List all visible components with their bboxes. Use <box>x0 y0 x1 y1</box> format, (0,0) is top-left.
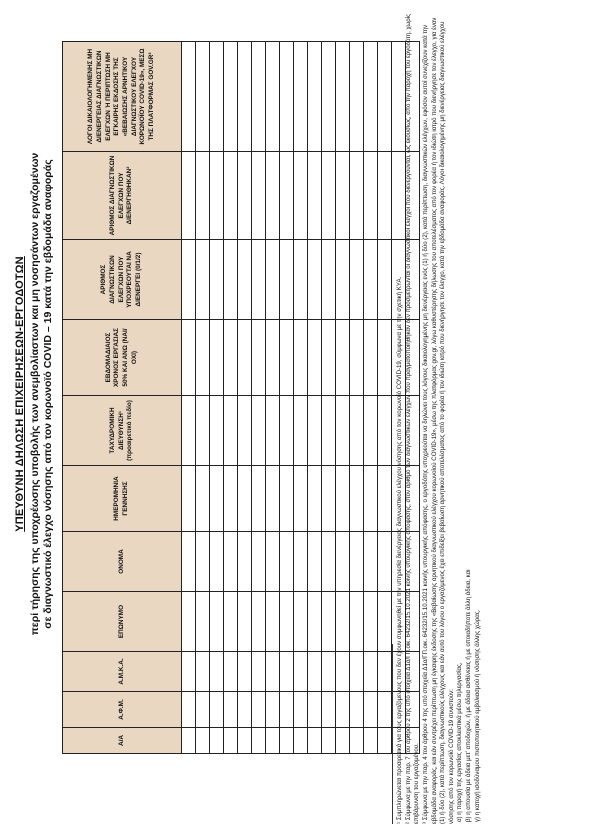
table-cell[interactable] <box>196 42 210 152</box>
table-cell[interactable] <box>308 152 322 240</box>
table-cell[interactable] <box>224 240 238 320</box>
table-cell[interactable] <box>210 240 224 320</box>
table-cell[interactable] <box>224 152 238 240</box>
table-row <box>280 42 294 754</box>
table-row <box>378 42 392 754</box>
table-cell[interactable] <box>252 466 266 532</box>
footnote-item-c: γ) η κατοχή ισοδύναμου πιστοποιητικού εμβολιασμού ή νόσησης άλλης χώρας. <box>473 609 481 822</box>
table-cell[interactable] <box>364 152 378 240</box>
table-cell[interactable] <box>266 728 280 754</box>
table-cell[interactable] <box>308 532 322 592</box>
table-cell[interactable] <box>210 728 224 754</box>
table-cell[interactable] <box>280 152 294 240</box>
table-cell[interactable] <box>252 152 266 240</box>
table-cell[interactable] <box>280 396 294 466</box>
col-header-name: ΟΝΟΜΑ <box>63 532 182 592</box>
table-cell[interactable] <box>350 42 364 152</box>
table-cell[interactable] <box>336 592 350 652</box>
table-cell[interactable] <box>224 466 238 532</box>
table-cell[interactable] <box>210 592 224 652</box>
table-cell[interactable] <box>238 42 252 152</box>
col-header-tests-done: ΑΡΙΘΜΟΣ ΔΙΑΓΝΩΣΤΙΚΩΝ ΕΛΕΓΧΩΝ ΠΟΥ ΔΙΕΝΕΡΓΗΘΗΚΑΝ² <box>63 152 182 240</box>
table-cell[interactable] <box>210 692 224 728</box>
table-cell[interactable] <box>294 42 308 152</box>
table-cell[interactable] <box>294 728 308 754</box>
col-header-required-tests: ΑΡΙΘΜΟΣ ΔΙΑΓΝΩΣΤΙΚΩΝ ΕΛΕΓΧΩΝ ΠΟΥ ΥΠΟΧΡΕΟΥΤΑΙ ΝΑ ΔΙΕΝΕΡΓΕΙ (0/1/2) <box>63 240 182 320</box>
table-row <box>350 42 364 754</box>
table-cell[interactable] <box>308 396 322 466</box>
table-cell[interactable] <box>224 320 238 396</box>
table-cell[interactable] <box>294 320 308 396</box>
table-cell[interactable] <box>336 728 350 754</box>
table-cell[interactable] <box>196 652 210 692</box>
table-cell[interactable] <box>266 532 280 592</box>
table-cell[interactable] <box>238 652 252 692</box>
table-cell[interactable] <box>252 42 266 152</box>
table-cell[interactable] <box>322 728 336 754</box>
table-cell[interactable] <box>238 728 252 754</box>
table-cell[interactable] <box>364 396 378 466</box>
table-row <box>238 42 252 754</box>
form-subtitle-line2: σε διαγνωστικό έλεγχο νόσησης από τον κορωνοϊό COVID – 19 κατά την εβδομάδα αναφοράς <box>42 159 54 629</box>
table-cell[interactable] <box>364 692 378 728</box>
table-cell[interactable] <box>238 532 252 592</box>
table-body <box>182 42 420 754</box>
table-row <box>364 42 378 754</box>
table-cell[interactable] <box>322 42 336 152</box>
table-cell[interactable] <box>322 532 336 592</box>
table-cell[interactable] <box>224 396 238 466</box>
table-cell[interactable] <box>196 320 210 396</box>
table-cell[interactable] <box>182 692 196 728</box>
table-cell[interactable] <box>196 152 210 240</box>
table-cell[interactable] <box>196 592 210 652</box>
table-cell[interactable] <box>336 396 350 466</box>
table-cell[interactable] <box>280 728 294 754</box>
table-row <box>210 42 224 754</box>
table-cell[interactable] <box>378 466 392 532</box>
table-cell[interactable] <box>266 396 280 466</box>
table-cell[interactable] <box>224 42 238 152</box>
table-row <box>336 42 350 754</box>
table-cell[interactable] <box>238 692 252 728</box>
table-cell[interactable] <box>210 466 224 532</box>
table-cell[interactable] <box>210 396 224 466</box>
table-cell[interactable] <box>280 240 294 320</box>
table-cell[interactable] <box>364 652 378 692</box>
table-cell[interactable] <box>280 466 294 532</box>
table-cell[interactable] <box>336 152 350 240</box>
table-cell[interactable] <box>378 652 392 692</box>
table-cell[interactable] <box>294 652 308 692</box>
table-cell[interactable] <box>266 240 280 320</box>
table-cell[interactable] <box>196 396 210 466</box>
table-cell[interactable] <box>322 652 336 692</box>
table-cell[interactable] <box>322 396 336 466</box>
table-cell[interactable] <box>266 692 280 728</box>
table-cell[interactable] <box>350 396 364 466</box>
table-cell[interactable] <box>378 692 392 728</box>
table-cell[interactable] <box>308 320 322 396</box>
table-cell[interactable] <box>336 466 350 532</box>
table-cell[interactable] <box>252 728 266 754</box>
table-cell[interactable] <box>266 320 280 396</box>
table-cell[interactable] <box>350 240 364 320</box>
table-cell[interactable] <box>224 652 238 692</box>
table-cell[interactable] <box>308 42 322 152</box>
col-header-weekly-time: ΕΒΔΟΜΑΔΙΑΙΟΣ ΧΡΟΝΟΣ ΕΡΓΑΣΙΑΣ 50% ΚΑΙ ΑΝΩ (ΝΑΙ/ΟΧΙ) <box>63 320 182 396</box>
table-cell[interactable] <box>280 652 294 692</box>
table-cell[interactable] <box>350 692 364 728</box>
table-cell[interactable] <box>336 320 350 396</box>
table-cell[interactable] <box>294 592 308 652</box>
table-cell[interactable] <box>294 396 308 466</box>
table-cell[interactable] <box>350 152 364 240</box>
table-cell[interactable] <box>252 396 266 466</box>
table-cell[interactable] <box>210 320 224 396</box>
table-cell[interactable] <box>280 532 294 592</box>
table-cell[interactable] <box>378 240 392 320</box>
table-cell[interactable] <box>196 532 210 592</box>
table-cell[interactable] <box>280 42 294 152</box>
table-cell[interactable] <box>322 320 336 396</box>
table-cell[interactable] <box>322 592 336 652</box>
table-cell[interactable] <box>336 42 350 152</box>
table-row <box>308 42 322 754</box>
table-cell[interactable] <box>364 240 378 320</box>
table-cell[interactable] <box>350 532 364 592</box>
col-header-surname: ΕΠΩΝΥΜΟ <box>63 592 182 652</box>
table-cell[interactable] <box>182 152 196 240</box>
table-cell[interactable] <box>182 396 196 466</box>
employee-table <box>62 41 420 754</box>
table-cell[interactable] <box>294 692 308 728</box>
table-cell[interactable] <box>336 692 350 728</box>
form-title: ΥΠΕΥΘΥΝΗ ΔΗΛΩΣΗ ΕΠΙΧΕΙΡΗΣΕΩΝ-ΕΡΓΟΔΟΤΩΝ <box>14 256 26 532</box>
table-cell[interactable] <box>322 466 336 532</box>
footnote-item-b: β) η απουσία με άδεια μετ’ αποδοχών, ή με άδεια ασθένειας ή με οποιαδήποτε άλλη άδεια, και <box>465 569 473 822</box>
table-row <box>294 42 308 754</box>
table-cell[interactable] <box>364 592 378 652</box>
table-cell[interactable] <box>252 592 266 652</box>
table-row <box>252 42 266 754</box>
table-cell[interactable] <box>238 396 252 466</box>
table-cell[interactable] <box>294 466 308 532</box>
table-cell[interactable] <box>378 396 392 466</box>
table-cell[interactable] <box>238 466 252 532</box>
table-cell[interactable] <box>336 532 350 592</box>
table-cell[interactable] <box>252 652 266 692</box>
table-cell[interactable] <box>280 692 294 728</box>
table-cell[interactable] <box>308 240 322 320</box>
table-cell[interactable] <box>182 532 196 592</box>
table-cell[interactable] <box>308 652 322 692</box>
table-cell[interactable] <box>322 240 336 320</box>
col-header-birthdate: ΗΜΕΡΟΜΗΝΙΑ ΓΕΝΝΗΣΗΣ <box>63 466 182 532</box>
table-cell[interactable] <box>378 592 392 652</box>
table-row <box>196 42 210 754</box>
table-cell[interactable] <box>196 728 210 754</box>
table-row <box>182 42 196 754</box>
table-cell[interactable] <box>182 240 196 320</box>
table-cell[interactable] <box>266 42 280 152</box>
table-cell[interactable] <box>224 728 238 754</box>
footnotes <box>392 12 482 824</box>
col-header-amka: Α.Μ.Κ.Α. <box>63 652 182 692</box>
table-cell[interactable] <box>308 592 322 652</box>
table-cell[interactable] <box>266 592 280 652</box>
table-cell[interactable] <box>182 652 196 692</box>
table-cell[interactable] <box>294 152 308 240</box>
table-cell[interactable] <box>308 466 322 532</box>
table-cell[interactable] <box>364 320 378 396</box>
col-header-aa: Α/Α <box>63 728 182 754</box>
table-cell[interactable] <box>182 42 196 152</box>
table-cell[interactable] <box>378 152 392 240</box>
table-cell[interactable] <box>252 532 266 592</box>
table-cell[interactable] <box>182 592 196 652</box>
table-cell[interactable] <box>196 240 210 320</box>
header-row <box>63 42 182 754</box>
table-cell[interactable] <box>210 532 224 592</box>
table-cell[interactable] <box>224 532 238 592</box>
table-cell[interactable] <box>336 240 350 320</box>
table-cell[interactable] <box>350 652 364 692</box>
table-cell[interactable] <box>350 466 364 532</box>
table-cell[interactable] <box>252 692 266 728</box>
table-cell[interactable] <box>210 152 224 240</box>
table-cell[interactable] <box>252 320 266 396</box>
footnote-2: ² Σύμφωνα με την παρ. 7 του άρθρου 2 της υπό στοιχεία Δ1α/ΓΠ.οικ. 64232/15.10.2021 κοινής υπουργικής απόφασης, στον αριθμό των διαγνωστικών ελέγχων που πραγματοποιήθηκαν δεν προσμετρώνται οι διαγνωστικοί έλεγχοι που διενεργούνται, ως εκουσίως, από την παροχή του εργοδότη, χωρίς επιβάρυνση του εργαζομένου. <box>404 13 421 824</box>
table-cell[interactable] <box>238 152 252 240</box>
table-row <box>322 42 336 754</box>
table-cell[interactable] <box>294 532 308 592</box>
table-cell[interactable] <box>196 692 210 728</box>
col-header-afm: Α.Φ.Μ. <box>63 692 182 728</box>
table-cell[interactable] <box>280 320 294 396</box>
table-cell[interactable] <box>266 652 280 692</box>
table-cell[interactable] <box>294 240 308 320</box>
footnote-1: ¹ Συμπληρώνεται προαιρετικά για τους εργαζόμενους που δεν έχουν συμφωνηθεί με την υπηρεσία διενέργειας διαγνωστικού ελέγχου νόσησης από τον κορωνοϊό COVID-19, σύμφωνα με την σχετική ΚΥΑ. <box>396 276 403 824</box>
title-block <box>14 74 54 714</box>
table-row <box>224 42 238 754</box>
table-cell[interactable] <box>350 728 364 754</box>
table-cell[interactable] <box>308 692 322 728</box>
table-cell[interactable] <box>182 320 196 396</box>
table-cell[interactable] <box>224 592 238 652</box>
table-cell[interactable] <box>364 42 378 152</box>
table-cell[interactable] <box>350 320 364 396</box>
table-cell[interactable] <box>364 532 378 592</box>
table-cell[interactable] <box>378 320 392 396</box>
table-cell[interactable] <box>364 728 378 754</box>
table-cell[interactable] <box>238 240 252 320</box>
footnote-3: ³ Σύμφωνα με την παρ. 4 του άρθρου 4 της υπό στοιχεία Δ1α/ΓΠ.οικ. 64232/15.10.2021 κοινής υπουργικής απόφασης, ο εργοδότης υποχρεούται να δηλώνει τους λόγους δικαιολογημένης μη διενέργειας ενός (1) ή δύο (2), κατά περίπτωση, διαγνωστικών ελέγχων, εφόσον αυτοί συνεχίζουν κατά την εβδομάδα αναφοράς, και εάν συντρέχει περίπτωση μη έγκαιρης έκδοσης της «Βεβαίωσης αρνητικού διαγνωστικού ελέγχου κορωνοϊού COVID-19», μέσω της πλατφόρμας gov.gr, λόγω καθυστέρησης δήλωσης του αποτελέσματος από τον φορέα ή τον ιδιώτη ιατρό που διενήργησε τον έλεγχο, για έναν (1) ή δύο (2), κατά περίπτωση, διαγνωστικούς ελέγχους και εάν αυτό του λόγου ο εργαζόμενος έχει επιδείξει βεβαίωση αρνητικού αποτελέσματος από το φορέα ή τον ιδιώτη ιατρό που διενήργησε τον έλεγχο, κατά την εβδομάδα αναφοράς. Λόγοι δικαιολογημένης μη διενέργειας διαγνωστικού ελέγχου νόσησης από τον κορωνοϊό COVID-19 συνιστούν: <box>421 17 455 824</box>
table-cell[interactable] <box>378 728 392 754</box>
table-cell[interactable] <box>182 728 196 754</box>
table-cell[interactable] <box>322 692 336 728</box>
table-cell[interactable] <box>308 728 322 754</box>
table-cell[interactable] <box>252 240 266 320</box>
table-cell[interactable] <box>378 532 392 592</box>
table-cell[interactable] <box>182 466 196 532</box>
table-cell[interactable] <box>238 592 252 652</box>
table-cell[interactable] <box>266 466 280 532</box>
col-header-reasons: ΛΟΓΟΙ ΔΙΚΑΙΟΛΟΓΗΜΕΝΗΣ ΜΗ ΔΙΕΝΕΡΓΕΙΑΣ ΔΙΑΓΝΩΣΤΙΚΩΝ ΕΛΕΓΧΩΝ Ή ΠΕΡΙΠΤΩΣΗ ΜΗ ΕΓΚΑΙΡΗΣ ΕΚΔΟΣΗΣ ΤΗΣ «ΒΕΒΑΙΩΣΗΣ ΑΡΝΗΤΙΚΟΥ ΔΙΑΓΝΩΣΤΙΚΟΥ ΕΛΕΓΧΟΥ ΚΟΡΩΝΟΪΟΥ COVID-19», ΜΕΣΩ ΤΗΣ ΠΛΑΤΦΟΡΜΑΣ GOV.GR³ <box>63 42 182 152</box>
table-cell[interactable] <box>210 42 224 152</box>
table-cell[interactable] <box>336 652 350 692</box>
footnote-divider <box>392 644 393 824</box>
table-cell[interactable] <box>378 42 392 152</box>
col-header-address: ΤΑΧΥΔΡΟΜΙΚΗ ΔΙΕΥΘΥΝΣΗ¹ (προαιρετικό πεδίο) <box>63 396 182 466</box>
table-cell[interactable] <box>224 692 238 728</box>
footnote-item-a: α) η παροχή της εργασίας αποκλειστικά μέσω τηλεργασίας, <box>456 662 464 822</box>
table-cell[interactable] <box>280 592 294 652</box>
table-cell[interactable] <box>210 652 224 692</box>
table-cell[interactable] <box>238 320 252 396</box>
table-row <box>266 42 280 754</box>
table-cell[interactable] <box>322 152 336 240</box>
table-cell[interactable] <box>196 466 210 532</box>
table-cell[interactable] <box>364 466 378 532</box>
table-cell[interactable] <box>350 592 364 652</box>
table-cell[interactable] <box>266 152 280 240</box>
form-subtitle-line1: περί τήρησης της υποχρέωσης υποβολής των ανεμβολίαστων και μη νοσησάντων εργαζομένων <box>29 152 41 636</box>
